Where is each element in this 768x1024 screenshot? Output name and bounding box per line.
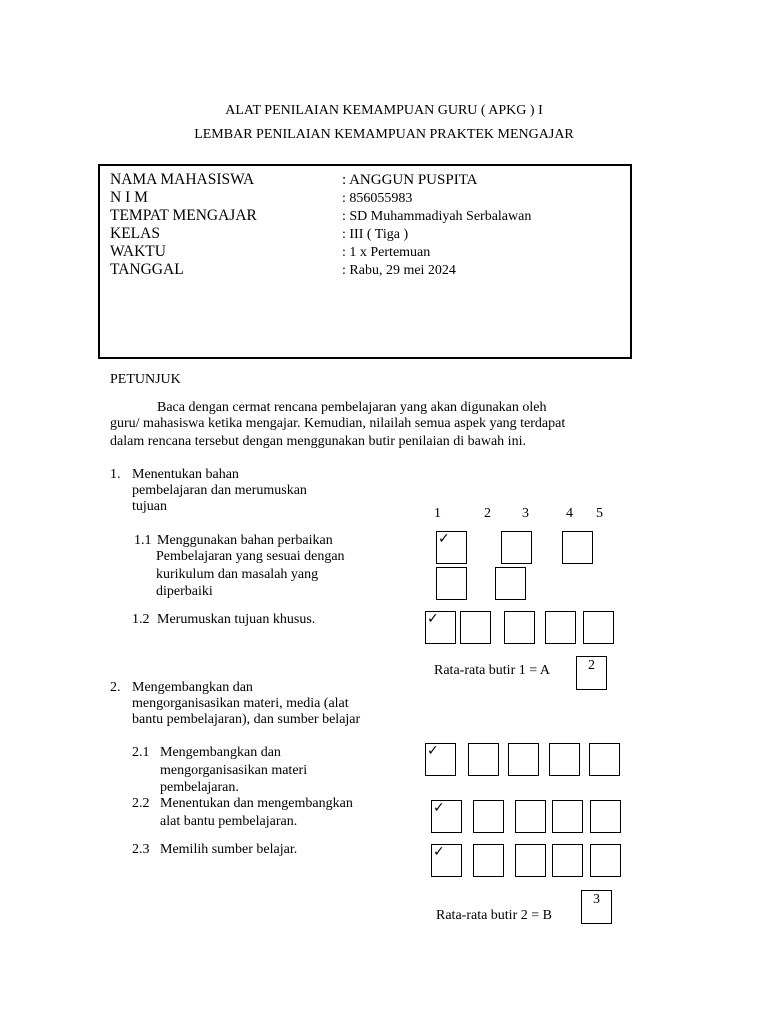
- average-2-label: Rata-rata butir 2 = B: [436, 908, 552, 923]
- score-checkbox[interactable]: [425, 743, 456, 776]
- check-icon: ✓: [433, 844, 445, 860]
- section-1-title: pembelajaran dan merumuskan: [132, 483, 307, 498]
- average-1-box[interactable]: [576, 656, 607, 690]
- average-2-value: 3: [593, 892, 600, 907]
- section-2-title: Mengembangkan dan: [132, 680, 253, 695]
- value-tempat: : SD Muhammadiyah Serbalawan: [342, 209, 532, 224]
- section-1-title: tujuan: [132, 499, 167, 514]
- scale-label-5: 5: [596, 506, 603, 521]
- score-checkbox[interactable]: [583, 611, 614, 644]
- section-1-number: 1.: [110, 467, 121, 482]
- section-2-title: mengorganisasikan materi, media (alat: [132, 696, 349, 711]
- item-1-1-text: kurikulum dan masalah yang: [156, 567, 319, 582]
- score-checkbox[interactable]: [515, 800, 546, 833]
- value-nim: : 856055983: [342, 191, 413, 206]
- item-1-1-number: 1.1: [134, 533, 152, 548]
- label-tanggal: TANGGAL: [110, 261, 184, 278]
- score-checkbox[interactable]: [562, 531, 593, 564]
- label-tempat: TEMPAT MENGAJAR: [110, 207, 257, 224]
- instructions-line: guru/ mahasiswa ketika mengajar. Kemudian, nilailah semua aspek yang terdapat: [110, 416, 566, 431]
- instructions-heading: PETUNJUK: [110, 372, 181, 387]
- section-2-title: bantu pembelajaran), dan sumber belajar: [132, 712, 361, 727]
- item-2-1-number: 2.1: [132, 745, 150, 760]
- value-nama: : ANGGUN PUSPITA: [342, 172, 478, 188]
- value-tanggal: : Rabu, 29 mei 2024: [342, 263, 456, 278]
- score-checkbox[interactable]: [468, 743, 499, 776]
- score-checkbox[interactable]: [460, 611, 491, 644]
- item-2-3-number: 2.3: [132, 842, 150, 857]
- score-checkbox[interactable]: [495, 567, 526, 600]
- average-2-box[interactable]: [581, 890, 612, 924]
- item-2-1-text: mengorganisasikan materi: [160, 763, 308, 778]
- scale-label-4: 4: [566, 506, 573, 521]
- instructions-line: Baca dengan cermat rencana pembelajaran yang akan digunakan oleh: [157, 400, 547, 415]
- label-nim: N I M: [110, 189, 148, 206]
- score-checkbox[interactable]: [436, 531, 467, 564]
- score-checkbox[interactable]: [436, 567, 467, 600]
- score-checkbox[interactable]: [552, 844, 583, 877]
- label-waktu: WAKTU: [110, 243, 166, 260]
- section-1-title: Menentukan bahan: [132, 467, 239, 482]
- item-2-3-text: Memilih sumber belajar.: [160, 842, 298, 857]
- item-1-2-text: Merumuskan tujuan khusus.: [157, 612, 316, 627]
- item-1-1-text: diperbaiki: [156, 584, 213, 599]
- check-icon: ✓: [427, 743, 439, 759]
- score-checkbox[interactable]: [589, 743, 620, 776]
- score-checkbox[interactable]: [590, 800, 621, 833]
- item-2-2-number: 2.2: [132, 796, 150, 811]
- score-checkbox[interactable]: [545, 611, 576, 644]
- label-kelas: KELAS: [110, 225, 160, 242]
- section-2-number: 2.: [110, 680, 121, 695]
- average-1-label: Rata-rata butir 1 = A: [434, 663, 550, 678]
- item-1-1-text: Pembelajaran yang sesuai dengan: [156, 549, 345, 564]
- score-checkbox[interactable]: [549, 743, 580, 776]
- title-line-1: ALAT PENILAIAN KEMAMPUAN GURU ( APKG ) I: [225, 103, 543, 118]
- check-icon: ✓: [427, 611, 439, 627]
- instructions-line: dalam rencana tersebut dengan menggunakan butir penilaian di bawah ini.: [110, 434, 526, 449]
- score-checkbox[interactable]: [501, 531, 532, 564]
- score-checkbox[interactable]: [504, 611, 535, 644]
- title-line-2: LEMBAR PENILAIAN KEMAMPUAN PRAKTEK MENGAJAR: [194, 127, 574, 142]
- item-1-1-text: Menggunakan bahan perbaikan: [157, 533, 333, 548]
- scale-label-3: 3: [522, 506, 529, 521]
- scale-label-2: 2: [484, 506, 491, 521]
- scale-label-1: 1: [434, 506, 441, 521]
- item-2-2-text: Menentukan dan mengembangkan: [160, 796, 353, 811]
- score-checkbox[interactable]: [473, 800, 504, 833]
- item-2-1-text: pembelajaran.: [160, 780, 239, 795]
- value-kelas: : III ( Tiga ): [342, 227, 409, 242]
- item-2-2-text: alat bantu pembelajaran.: [160, 814, 298, 829]
- check-icon: ✓: [433, 800, 445, 816]
- score-checkbox[interactable]: [552, 800, 583, 833]
- item-2-1-text: Mengembangkan dan: [160, 745, 281, 760]
- value-waktu: : 1 x Pertemuan: [342, 245, 431, 260]
- average-1-value: 2: [588, 658, 595, 673]
- check-icon: ✓: [438, 531, 450, 547]
- item-1-2-number: 1.2: [132, 612, 150, 627]
- score-checkbox[interactable]: [508, 743, 539, 776]
- score-checkbox[interactable]: [590, 844, 621, 877]
- score-checkbox[interactable]: [431, 800, 462, 833]
- score-checkbox[interactable]: [425, 611, 456, 644]
- label-nama: NAMA MAHASISWA: [110, 171, 255, 188]
- score-checkbox[interactable]: [473, 844, 504, 877]
- score-checkbox[interactable]: [515, 844, 546, 877]
- score-checkbox[interactable]: [431, 844, 462, 877]
